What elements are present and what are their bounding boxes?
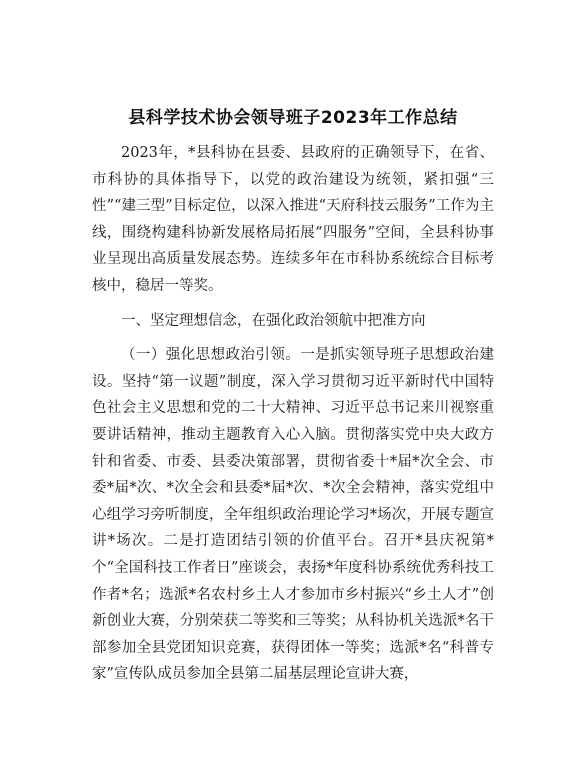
- document-body: [92, 140, 494, 688]
- document-title: 县科学技术协会领导班子2023年工作总结: [128, 108, 458, 128]
- section-heading: 一、坚定理想信念，在强化政治领航中把准方向: [121, 312, 426, 329]
- intro-paragraph: 2023年，*县科协在县委、县政府的正确领导下，在省、市科协的具体指导下，以党的政治建设为统领，紧扣强“三性”“建三型”目标定位，以深入推进“天府科技云服务”工作为主线，围绕构建科协新发展格局拓展“四服务”空间，全县科协事业呈现出高质量发展态势。连续多年在市科协系统综合目标考核中，稳居一等奖。: [92, 145, 494, 294]
- subsection-paragraph: （一）强化思想政治引领。一是抓实领导班子思想政治建设。坚持“第一议题”制度，深入学习贯彻习近平新时代中国特色社会主义思想和党的二十大精神、习近平总书记来川视察重要讲话精神，推动主题教育入心入脑。贯彻落实党中央大政方针和省委、市委、县委决策部署，贯彻省委十*届*次全会、市委*届*次、*次全会和县委*届*次、*次全会精神，落实党组中心组学习旁听制度，全年组织政治理论学习*场次，开展专题宣讲*场次。二是打造团结引领的价值平台。召开*县庆祝第*个“全国科技工作者日”座谈会，表扬*年度科协系统优秀科技工作者*名；选派*名农村乡土人才参加市乡村振兴“乡土人才”创新创业大赛，分别荣获二等奖和三等奖；从科协机关选派*名干部参加全县党团知识竞赛，获得团体一等奖；选派*名“科普专家”宣传队成员参加全县第二届基层理论宣讲大赛，: [92, 347, 494, 683]
